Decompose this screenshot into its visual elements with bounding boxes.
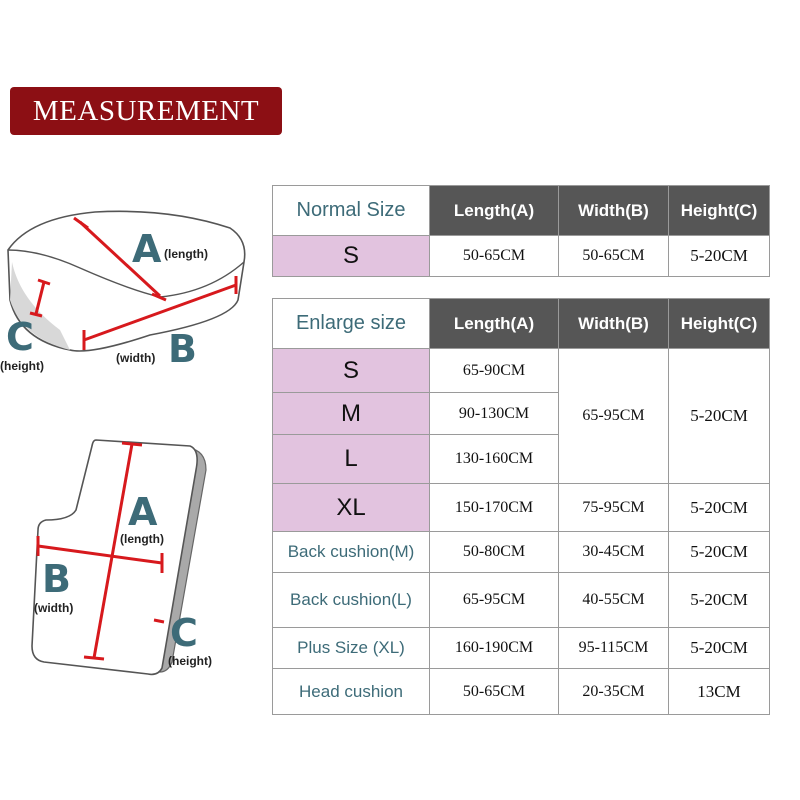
size-cell: L [273,435,430,484]
length-cell: 50-80CM [430,532,559,573]
enlarge-size-table [272,298,770,715]
enlarge-header-width: Width(B) [559,299,669,349]
enlarge-header-height: Height(C) [669,299,770,349]
back-label-c: C [170,611,198,655]
height-cell-merged: 5-20CM [669,349,770,484]
back-label-a: A [128,490,158,534]
banner-title: MEASUREMENT [32,94,260,127]
height-cell: 5-20CM [669,628,770,669]
seat-note-c: (height) [0,359,44,373]
size-cell: S [273,349,430,393]
back-line-c [154,620,164,622]
seat-note-b: (width) [116,351,156,365]
seat-label-a: A [132,227,162,271]
width-cell: 75-95CM [559,484,669,532]
size-cell: S [273,236,430,277]
height-cell: 5-20CM [669,484,770,532]
normal-size-table [272,185,770,277]
size-cell: M [273,393,430,435]
enlarge-header-row [273,299,770,349]
back-note-c: (height) [168,654,212,668]
length-cell: 65-90CM [430,349,559,393]
cushion-diagrams [0,0,270,800]
length-cell: 50-65CM [430,236,559,277]
length-cell: 65-95CM [430,573,559,628]
width-cell-merged: 65-95CM [559,349,669,484]
table-row [273,236,770,277]
normal-header-height: Height(C) [669,186,770,236]
width-cell: 95-115CM [559,628,669,669]
table-row [273,349,770,393]
normal-header-width: Width(B) [559,186,669,236]
length-cell: 50-65CM [430,669,559,715]
width-cell: 40-55CM [559,573,669,628]
width-cell: 20-35CM [559,669,669,715]
height-cell: 5-20CM [669,573,770,628]
enlarge-header-size: Enlarge size [273,299,430,349]
back-note-a: (length) [120,532,164,546]
size-cell: XL [273,484,430,532]
height-cell: 5-20CM [669,236,770,277]
row-label-cell: Plus Size (XL) [273,628,430,669]
table-row [273,532,770,573]
back-note-b: (width) [34,601,74,615]
seat-label-c: C [6,315,34,359]
normal-header-row [273,186,770,236]
table-row [273,628,770,669]
normal-header-size: Normal Size [273,186,430,236]
row-label-cell: Head cushion [273,669,430,715]
length-cell: 150-170CM [430,484,559,532]
table-row [273,573,770,628]
table-row [273,484,770,532]
length-cell: 130-160CM [430,435,559,484]
row-label-cell: Back cushion(L) [273,573,430,628]
seat-note-a: (length) [164,247,208,261]
length-cell: 90-130CM [430,393,559,435]
seat-cushion-diagram [0,211,245,373]
width-cell: 30-45CM [559,532,669,573]
normal-header-length: Length(A) [430,186,559,236]
seat-label-b: B [168,327,197,371]
row-label-cell: Back cushion(M) [273,532,430,573]
enlarge-header-length: Length(A) [430,299,559,349]
height-cell: 13CM [669,669,770,715]
width-cell: 50-65CM [559,236,669,277]
back-label-b: B [42,557,71,601]
height-cell: 5-20CM [669,532,770,573]
back-cushion-diagram [32,440,212,674]
length-cell: 160-190CM [430,628,559,669]
table-row [273,669,770,715]
